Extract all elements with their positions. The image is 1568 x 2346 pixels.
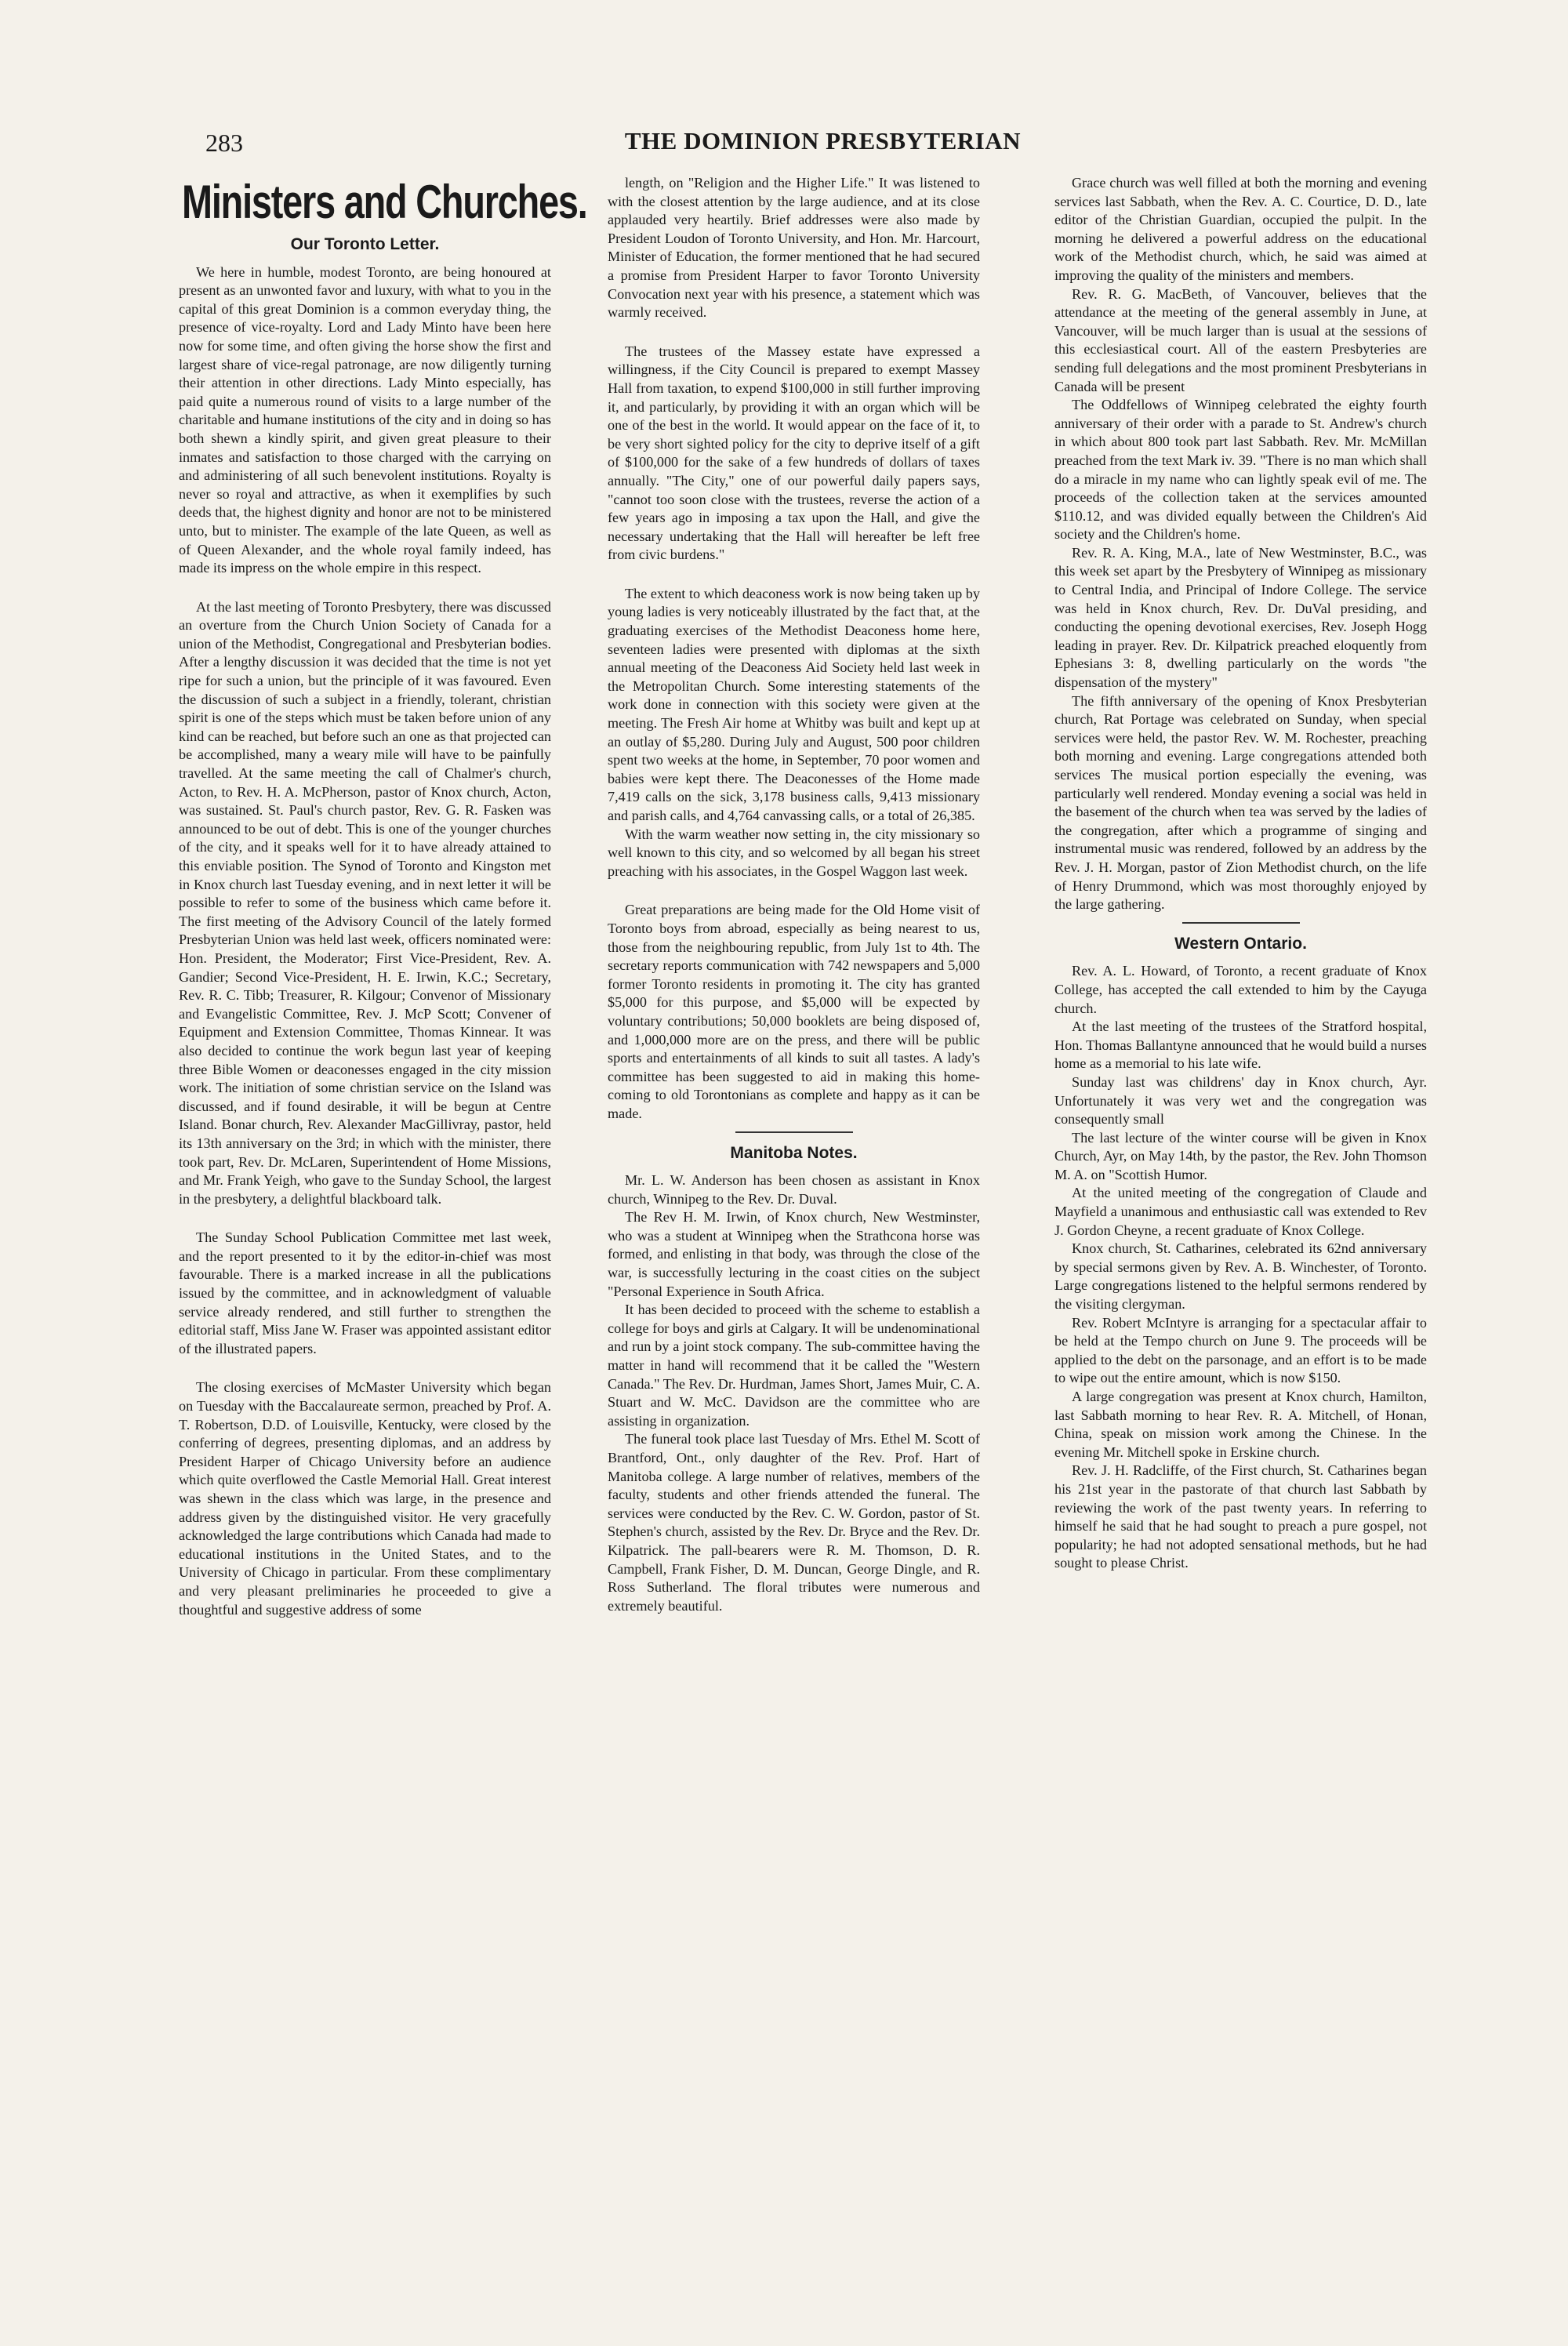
article-paragraph: Rev. J. H. Radcliffe, of the First church, St. Catharines began his 21st year in the pastorate of that church last Sabbath by reviewing the work of the past twenty years. In referring to himself he said that he had sought to preach a pure gospel, not popularity; he had not adopted sensational methods, but he had sought to please Christ. [1054, 1462, 1427, 1571]
article-paragraph: Knox church, St. Catharines, celebrated its 62nd anniversary by special sermons given by Rev. A. B. Winchester, of Toronto. Large congregations listened to the helpful sermons rendered by the visiting clergyman. [1054, 1240, 1427, 1313]
article-paragraph: We here in humble, modest Toronto, are being honoured at present as an unwonted favor and luxury, with what to you in the capital of this great Dominion is a common everyday thing, the presence of vice-royalty. Lord and Lady Minto have been here now for some time, and often giving the horse show the first and largest share of vice-regal patronage, are now diligently turning their attention in other directions. Lady Minto especially, has paid quite a numerous round of visits to a large number of the charitable and humane institutions of the city and in doing so has both shewn a kindly spirit, and given great pleasure to their inmates and satisfaction to those charged with the carrying on and administering of all such benevolent institutions. Royalty is never so royal and attractive, as when it exemplifies by such deeds that, the highest dignity and honor are not to be ministered unto, but to minister. The example of the late Queen, as well as of Queen Alexander, and the whole royal family indeed, has made its impress on the whole empire in this respect. [179, 263, 551, 576]
page-number: 283 [205, 129, 243, 157]
article-paragraph: A large congregation was present at Knox church, Hamilton, last Sabbath morning to hear Rev. R. A. Mitchell, of Honan, China, speak on mission work among the Chinese. In the evening Mr. Mitchell spoke in Erskine church. [1054, 1389, 1427, 1460]
article-paragraph: The Rev H. M. Irwin, of Knox church, New Westminster, who was a student at Winnipeg when the Strathcona horse was formed, and enlisting in that body, was through the close of the war, is successfully lecturing in the coast cities on the subject "Personal Experience in South Africa. [608, 1209, 980, 1299]
section-divider [735, 1131, 853, 1133]
article-paragraph: The funeral took place last Tuesday of Mrs. Ethel M. Scott of Brantford, Ont., only daughter of the Rev. Prof. Hart of Manitoba college. A large number of relatives, members of the faculty, students and other friends attended the funeral. The services were conducted by the Rev. C. W. Gordon, pastor of St. Stephen's church, assisted by the Rev. Dr. Bryce and the Rev. Dr. Kilpatrick. The pall-bearers were R. M. Thomson, D. R. Campbell, Frank Fisher, D. M. Duncan, George Dingle, and R. Ross Sutherland. The floral tributes were numerous and extremely beautiful. [608, 1431, 980, 1614]
main-title: Ministers and Churches. [182, 176, 587, 228]
article-paragraph: Great preparations are being made for the Old Home visit of Toronto boys from abroad, especially as being nearest to us, those from the neighbouring republic, from July 1st to 4th. The secretary reports communication with 742 newspapers and 5,000 former Toronto residents in promoting it. The city has granted $5,000 for this purpose, and $5,000 will be expected by voluntary contributions; 50,000 booklets are being disposed of, and 1,000,000 more are on the press, and there will be public sports and entertainments of all kinds to suit all tastes. A lady's committee has been suggested to aid in making this home-coming to old Torontonians as complete and happy as it can be made. [608, 902, 980, 1121]
article-paragraph: The Sunday School Publication Committee met last week, and the report presented to it by the editor-in-chief was most favourable. There is a marked increase in all the publications issued by the committee, and in acknowledgment of valuable service already rendered, and still further to strengthen the editorial staff, Miss Jane W. Fraser was appointed assistant editor of the illustrated papers. [179, 1229, 551, 1356]
article-paragraph: The extent to which deaconess work is now being taken up by young ladies is very noticeably illustrated by the fact that, at the graduating exercises of the Methodist Deaconess home here, seventeen ladies were presented with diplomas at the sixth annual meeting of the Deaconess Aid Society held last week in the Metropolitan Church. Some interesting statements of the work done in connection with this society were given at the meeting. The Fresh Air home at Whitby was built and kept up at an outlay of $5,280. During July and August, 500 poor children spent two weeks at the home, in September, 70 poor women and babies were kept there. The Deaconesses of the Home made 7,419 calls on the sick, 3,178 business calls, 9,413 missionary and parish calls, and 4,764 canvassing calls, or a total of 26,385. [608, 585, 980, 823]
article-paragraph: Rev. R. G. MacBeth, of Vancouver, believes that the attendance at the meeting of the general assembly in June, at Vancouver, will be much larger than is usual at the sessions of this ecclesiastical court. All of the eastern Presbyteries are sending full delegations and the most prominent Presbyterians in Canada will be present [1054, 285, 1427, 394]
article-paragraph: With the warm weather now setting in, the city missionary so well known to this city, and so welcomed by all began his street preaching with his associates, in the Gospel Waggon last week. [608, 826, 980, 879]
article-paragraph: Rev. A. L. Howard, of Toronto, a recent graduate of Knox College, has accepted the call extended to him by the Cayuga church. [1054, 963, 1427, 1016]
article-paragraph: Rev. R. A. King, M.A., late of New Westminster, B.C., was this week set apart by the Presbytery of Winnipeg as missionary to Central India, and Principal of Indore College. The service was held in Knox church, Rev. Dr. DuVal presiding, and conducting the opening devotional exercises, Rev. Joseph Hogg leading in prayer. Rev. Dr. Kilpatrick preached eloquently from Ephesians 3: 8, dwelling particularly on the words "the dispensation of the mystery" [1054, 544, 1427, 691]
column-1 [179, 174, 587, 1619]
section-title-toronto-letter: Our Toronto Letter. [290, 235, 440, 253]
article-paragraph: The trustees of the Massey estate have expressed a willingness, if the City Council is prepared to exempt Massey Hall from taxation, to expend $100,000 in still further improving it, and particularly, by providing it with an organ which will be one of the best in the world. It would appear on the face of it, to be very short sighted policy for the city to deprive itself of a gift of $100,000 for the sake of a few hundreds of dollars of taxes annually. "The City," one of our powerful daily papers says, "cannot too soon close with the trustees, reverse the action of a few years ago in imposing a tax upon the Hall, and give the necessary undertaking that the Hall will hereafter be left free from civic burdens." [608, 343, 980, 563]
article-paragraph: At the last meeting of Toronto Presbytery, there was discussed an overture from the Church Union Society of Canada for a union of the Methodist, Congregational and Presbyterian bodies. After a lengthy discussion it was decided that the time is not yet ripe for such a union, but the principle of it was favoured. Even the discussion of such a subject in a friendly, tolerant, christian spirit is one of the steps which must be taken before union of any kind can be reached, but before such an one as that projected can be accomplished, many a weary mile will have to be painfully travelled. At the same meeting the call of Chalmer's church, Acton, to Rev. H. A. McPherson, pastor of Knox church, Acton, was sustained. St. Paul's church pastor, Rev. G. R. Fasken was announced to be out of debt. This is one of the younger churches of the city, and it speaks well for it to have already attained to this enviable position. The Synod of Toronto and Kingston met in Knox church last Tuesday evening, and in next letter it will be possible to refer to some of the business which came before it. The first meeting of the Advisory Council of the lately formed Presbyterian Union was held last week, officers nominated were: Hon. President, the Moderator; First Vice-President, Rev. A. Gandier; Second Vice-President, H. E. Irwin, K.C.; Secretary, Rev. R. C. Tibb; Treasurer, R. Kilgour; Convenor of Missionary and Evangelistic Committee, Rev. J. McP Scott; Convener of Equipment and Extension Committee, Thomas Kinnear. It was also decided to continue the work begun last year of keeping three Bible Women or deaconesses engaged in the city mission work. The initiation of some christian service on the Island was discussed, and if found desirable, it will be begun at Centre Island. Bonar church, Rev. Alexander MacGillivray, pastor, held its 13th anniversary on the 3rd; in which with the minister, there took part, Rev. Dr. McLaren, Superintendent of Home Missions, and Mr. Frank Yeigh, who gave to the Sunday School, the largest in the presbytery, a delightful blackboard talk. [179, 598, 551, 1207]
article-paragraph: The closing exercises of McMaster University which began on Tuesday with the Baccalaureate sermon, preached by Prof. A. T. Robertson, D.D. of Louisville, Kentucky, were closed by the conferring of degrees, presenting diplomas, and an address by President Harper of Chicago University before an audience which quite overflowed the Castle Memorial Hall. Great interest was shewn in the class which was large, in the presence and address given by the distinguished visitor. He very gracefully acknowledged the large contributions which Canada had made to educational institutions in the United States, and to the University of Chicago in particular. From these complimentary and very pleasant preliminaries he proceeded to give a thoughtful and suggestive address of some [179, 1379, 551, 1618]
article-paragraph: Mr. L. W. Anderson has been chosen as assistant in Knox church, Winnipeg to the Rev. Dr. Duval. [608, 1172, 980, 1207]
page-header [205, 125, 1021, 162]
article-paragraph: Sunday last was childrens' day in Knox church, Ayr. Unfortunately it was very wet and the congregation was consequently small [1054, 1073, 1427, 1128]
article-paragraph: It has been decided to proceed with the scheme to establish a college for boys and girls at Calgary. It will be undenominational and run by a joint stock company. The sub-committee having the matter in hand will recommend that it be called the "Western Canada." The Rev. Dr. Hurdman, James Short, James Muir, C. A. Stuart and W. McC. Davidson are the committee who are assisting in organization. [608, 1302, 980, 1429]
running-title: THE DOMINION PRESBYTERIAN [624, 127, 1021, 154]
article-paragraph: Rev. Robert McIntyre is arranging for a spectacular affair to be held at the Tempo church on June 9. The proceeds will be applied to the debt on the parsonage, and an effort is to be made to wipe out the entire amount, which is now $150. [1054, 1314, 1427, 1386]
article-paragraph: At the last meeting of the trustees of the Stratford hospital, Hon. Thomas Ballantyne announced that he would build a nurses home as a memorial to his late wife. [1054, 1019, 1427, 1072]
section-divider [1182, 922, 1300, 924]
column-2 [608, 174, 980, 1615]
column-3 [1054, 174, 1427, 1573]
article-paragraph: At the united meeting of the congregation of Claude and Mayfield a unanimous and enthusiastic call was extended to Rev J. Gordon Cheyne, a recent graduate of Knox College. [1054, 1185, 1427, 1238]
article-paragraph: The Oddfellows of Winnipeg celebrated the eighty fourth anniversary of their order with a parade to St. Andrew's church in which about 800 took part last Sabbath. Rev. Mr. McMillan preached from the text Mark iv. 39. "There is no man which shall do a miracle in my name who can lightly speak evil of me. The proceeds of the collection taken at the services amounted $110.12, and was divided equally between the Children's Aid society and the Children's home. [1054, 397, 1427, 543]
article-paragraph: The last lecture of the winter course will be given in Knox Church, Ayr, on May 14th, by the pastor, the Rev. John Thomson M. A. on "Scottish Humor. [1054, 1129, 1427, 1182]
article-paragraph: The fifth anniversary of the opening of Knox Presbyterian church, Rat Portage was celebrated on Sunday, when special services were held, the pastor Rev. W. M. Rochester, preaching both morning and evening. Large congregations attended both services The musical portion especially the evening, was particularly well rendered. Monday evening a social was held in the basement of the church when tea was served by the ladies of the congregation, after which a programme of singing and instrumental music was rendered, followed by an address by the Rev. J. H. Morgan, pastor of Zion Methodist church, on the life of Henry Drummond, which was most thoroughly enjoyed by the large gathering. [1054, 692, 1427, 913]
article-paragraph: length, on "Religion and the Higher Life." It was listened to with the closest attention by the large audience, and at its close applauded very heartily. Brief addresses were also made by President Loudon of Toronto University, and Hon. Mr. Harcourt, Minister of Education, the former mentioned that he had secured a promise from President Harper to favor Toronto University Convocation next year with his presence, a statement which was warmly received. [608, 175, 980, 321]
section-title-manitoba-notes: Manitoba Notes. [730, 1143, 858, 1162]
section-title-western-ontario: Western Ontario. [1174, 934, 1307, 953]
article-paragraph: Grace church was well filled at both the morning and evening services last Sabbath, when the Rev. A. C. Courtice, D. D., late editor of the Christian Guardian, occupied the pulpit. In the morning he delivered a powerful address on the educational work of the Methodist church, which, he said was aimed at improving the quality of the ministers and members. [1054, 175, 1427, 283]
